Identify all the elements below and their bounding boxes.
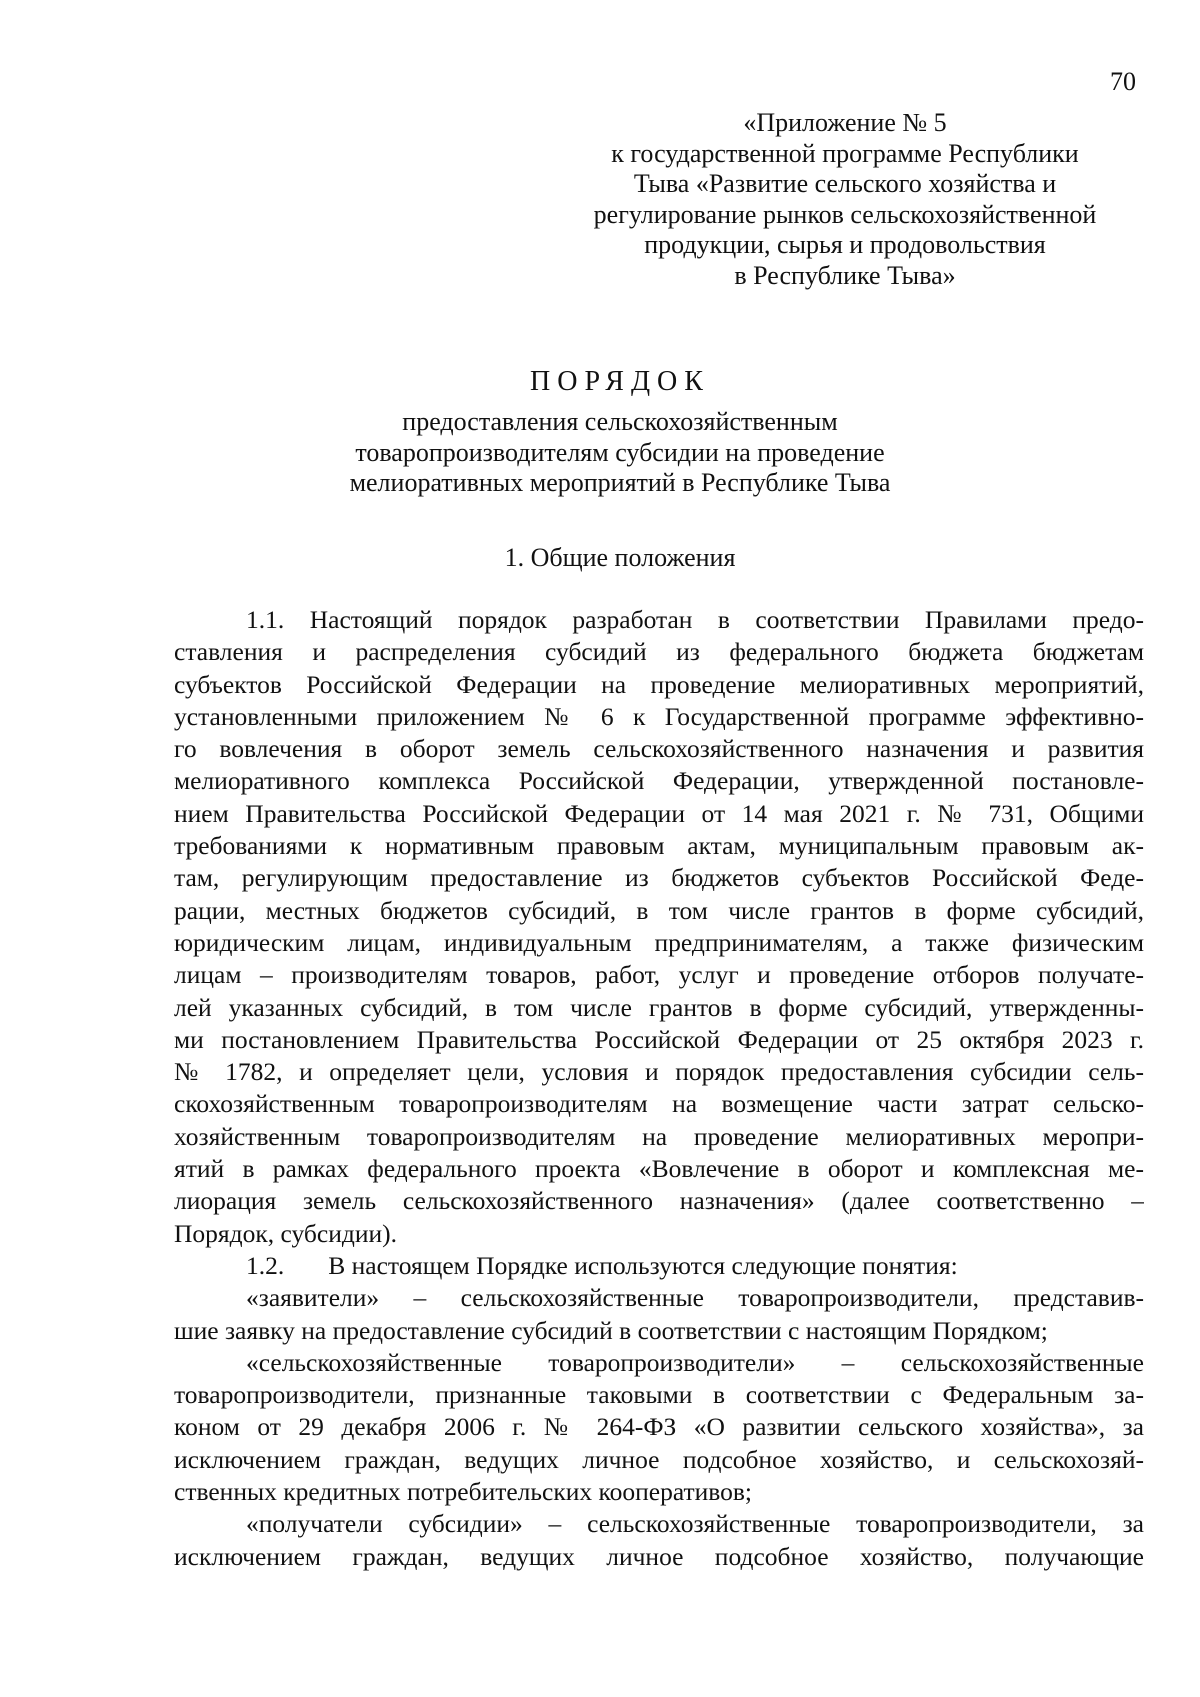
- text-line: [174, 1250, 1144, 1282]
- appendix-line: регулирование рынков сельскохозяйственной: [593, 199, 1097, 229]
- text-line: «заявители» – сельскохозяйственные товаропроизводители, представив-: [246, 1283, 1144, 1313]
- text-line: № 1782, и определяет цели, условия и порядок предоставления субсидии сель-: [174, 1057, 1144, 1087]
- subtitle-line: мелиоративных мероприятий в Республике Тыва: [349, 468, 891, 497]
- text-line: го вовлечения в оборот земель сельскохозяйственного назначения и развития: [174, 734, 1144, 764]
- definition-recipients: [174, 1508, 1144, 1573]
- definition-applicants: [174, 1282, 1144, 1347]
- text-line: рации, местных бюджетов субсидий, в том числе грантов в форме субсидий,: [174, 895, 1144, 925]
- text-line: шие заявку на предоставление субсидий в соответствии с настоящим Порядком;: [174, 1315, 1048, 1345]
- text-line: требованиями к нормативным правовым актам, муниципальным правовым ак-: [174, 831, 1144, 861]
- appendix-header: [560, 108, 1130, 291]
- text-line: товаропроизводители, признанные таковыми в соответствии с Федеральным за-: [174, 1380, 1144, 1410]
- page-number: 70: [1110, 67, 1136, 96]
- subtitle-line: предоставления сельскохозяйственным: [402, 407, 838, 436]
- paragraph-number: 1.2.: [246, 1250, 285, 1280]
- text-line: коном от 29 декабря 2006 г. № 264-ФЗ «О развитии сельского хозяйства», за: [174, 1412, 1144, 1442]
- appendix-line: «Приложение № 5: [743, 108, 947, 137]
- text-line: установленными приложением № 6 к Государственной программе эффективно-: [174, 701, 1144, 731]
- text-line: лей указанных субсидий, в том числе грантов в форме субсидий, утвержденны-: [174, 992, 1144, 1022]
- text-line: юридическим лицам, индивидуальным предпринимателям, а также физическим: [174, 927, 1144, 957]
- text-line: хозяйственным товаропроизводителям на проведение мелиоративных меропри-: [174, 1121, 1144, 1151]
- text-line: «сельскохозяйственные товаропроизводители» – сельскохозяйственные: [246, 1347, 1144, 1377]
- text-line: исключением граждан, ведущих личное подсобное хозяйство, и сельскохозяй-: [174, 1444, 1144, 1474]
- text-line: там, регулирующим предоставление из бюджетов субъектов Российской Феде-: [174, 863, 1144, 893]
- text-line: ятий в рамках федерального проекта «Вовлечение в оборот и комплексная ме-: [174, 1154, 1144, 1184]
- text-line: исключением граждан, ведущих личное подсобное хозяйство, получающие: [174, 1541, 1144, 1571]
- document-subtitle: [270, 407, 970, 499]
- text-line: Порядок, субсидии).: [174, 1218, 397, 1248]
- text-line: скохозяйственным товаропроизводителям на возмещение части затрат сельско-: [174, 1089, 1144, 1119]
- appendix-line: Тыва «Развитие сельского хозяйства и: [633, 169, 1057, 198]
- text-line: лиорация земель сельскохозяйственного назначения» (далее соответственно –: [174, 1186, 1144, 1216]
- section-heading: 1. Общие положения: [504, 543, 736, 572]
- text-line: «получатели субсидии» – сельскохозяйственные товаропроизводители, за: [246, 1509, 1144, 1539]
- text-line: нием Правительства Российской Федерации от 14 мая 2021 г. № 731, Общими: [174, 798, 1144, 828]
- text-line: ставления и распределения субсидий из федерального бюджета бюджетам: [174, 637, 1144, 667]
- appendix-line: продукции, сырья и продовольствия: [644, 230, 1046, 259]
- appendix-line: к государственной программе Республики: [611, 138, 1079, 168]
- subtitle-line: товаропроизводителям субсидии на проведение: [355, 437, 885, 467]
- text-line: субъектов Российской Федерации на проведение мелиоративных мероприятий,: [174, 669, 1144, 699]
- text-line: ственных кредитных потребительских кооперативов;: [174, 1477, 753, 1507]
- paragraph-text: В настоящем Порядке используются следующие понятия:: [328, 1250, 958, 1280]
- body-text: [174, 604, 1144, 1573]
- document-title-block: [270, 365, 970, 499]
- document-title: ПОРЯДОК: [530, 366, 710, 397]
- paragraph-1-1: [174, 604, 1144, 1250]
- paragraph-1-2: [174, 1250, 1144, 1282]
- text-line: мелиоративного комплекса Российской Федерации, утвержденной постановле-: [174, 766, 1144, 796]
- text-line: 1.1. Настоящий порядок разработан в соответствии Правилами предо-: [246, 605, 1144, 634]
- appendix-line: в Республике Тыва»: [734, 260, 956, 290]
- text-line: ми постановлением Правительства Российской Федерации от 25 октября 2023 г.: [174, 1024, 1144, 1054]
- text-line: лицам – производителям товаров, работ, услуг и проведение отборов получате-: [174, 960, 1144, 990]
- definition-producers: [174, 1347, 1144, 1508]
